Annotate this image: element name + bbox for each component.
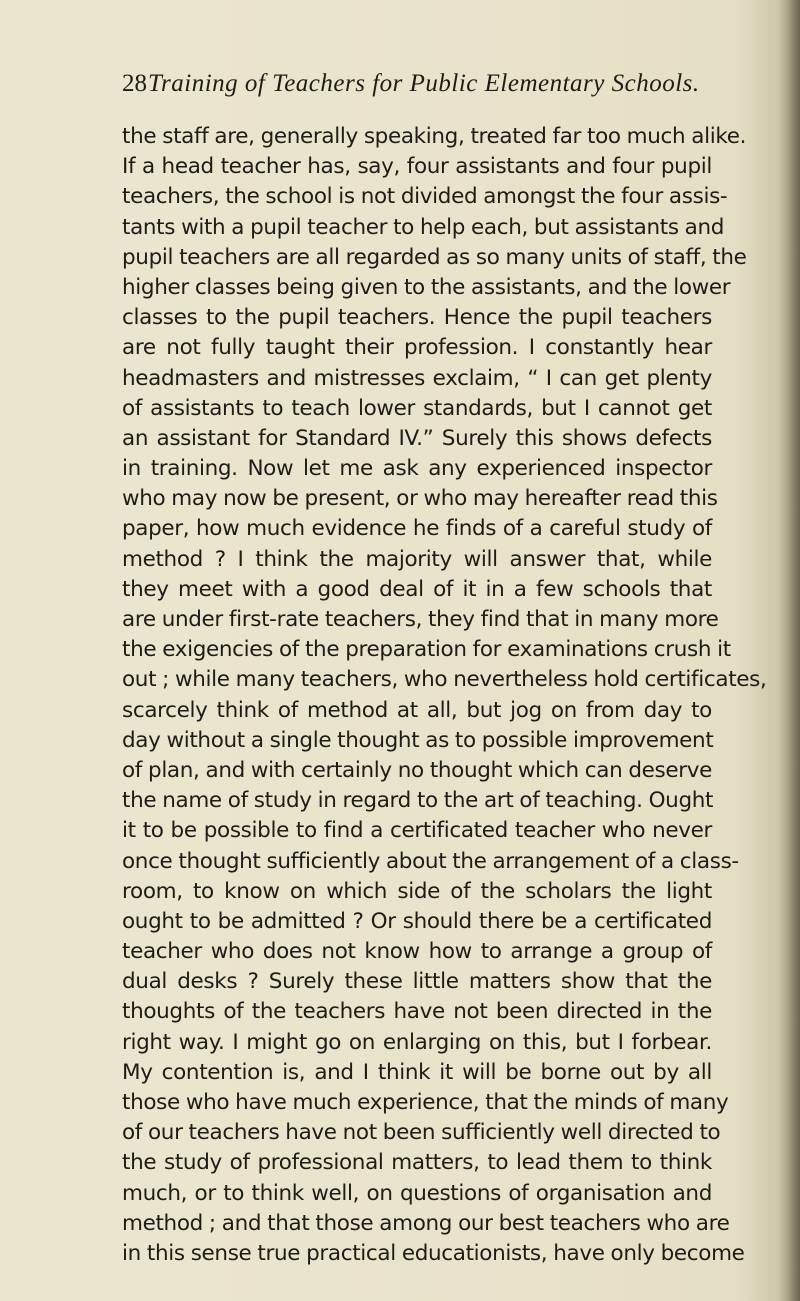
- text-line: teacher who does not know how to arrange a group of: [122, 939, 712, 965]
- text-line: headmasters and mistresses exclaim, “ I can get plenty: [122, 365, 712, 391]
- running-title: Training of Teachers for Public Elementary Schools.: [148, 70, 700, 97]
- text-line: day without a single thought as to possible improvement: [122, 727, 714, 753]
- text-line: paper, how much evidence he finds of a careful study of: [122, 516, 712, 542]
- text-line: the study of professional matters, to lead them to think: [122, 1150, 712, 1176]
- text-line: the staff are, generally speaking, treated far too much alike.: [122, 124, 747, 149]
- text-line: dual desks ? Surely these little matters show that the: [122, 969, 712, 995]
- text-line: the exigencies of the preparation for examinations crush it: [122, 637, 731, 663]
- text-line: those who have much experience, that the minds of many: [122, 1090, 729, 1115]
- text-line: an assistant for Standard IV.” Surely this shows defects: [122, 425, 712, 451]
- text-line: tants with a pupil teacher to help each, but assistants and: [122, 214, 725, 240]
- text-line: are not fully taught their profession. I constantly hear: [122, 335, 712, 361]
- text-line: of our teachers have not been sufficiently well directed to: [122, 1120, 721, 1146]
- text-line: much, or to think well, on questions of organisation and: [122, 1180, 712, 1206]
- text-line: scarcely think of method at all, but jog on from day to: [122, 697, 712, 723]
- text-line: If a head teacher has, say, four assistants and four pupil: [122, 154, 712, 180]
- page-edge-shadow: [778, 0, 800, 1301]
- text-line: of plan, and with certainly no thought which can deserve: [122, 757, 712, 783]
- text-line: teachers, the school is not divided amongst the four assis-: [122, 184, 728, 210]
- text-line: the name of study in regard to the art of teaching. Ought: [122, 788, 714, 814]
- text-line: My contention is, and I think it will be borne out by all: [122, 1059, 712, 1085]
- text-line: higher classes being given to the assistants, and the lower: [122, 274, 731, 300]
- text-line: classes to the pupil teachers. Hence the pupil teachers: [122, 305, 712, 331]
- running-header: [122, 70, 712, 106]
- body-text: [122, 122, 767, 1269]
- text-line: right way. I might go on enlarging on this, but I forbear.: [122, 1029, 712, 1055]
- text-line: method ; and that those among our best teachers who are: [122, 1210, 730, 1236]
- text-line: it to be possible to find a certificated teacher who never: [122, 818, 712, 844]
- text-line: in training. Now let me ask any experienced inspector: [122, 456, 712, 482]
- text-line: pupil teachers are all regarded as so many units of staff, the: [122, 244, 747, 270]
- text-line: room, to know on which side of the scholars the light: [122, 878, 712, 904]
- page-number: 28: [122, 70, 147, 97]
- text-line: method ? I think the majority will answer that, while: [122, 546, 712, 572]
- text-line: they meet with a good deal of it in a few schools that: [122, 576, 712, 602]
- text-line: in this sense true practical educationists, have only become: [122, 1240, 745, 1266]
- text-line: of assistants to teach lower standards, but I cannot get: [122, 395, 712, 421]
- text-line: thoughts of the teachers have not been directed in the: [122, 999, 712, 1025]
- text-line: once thought sufficiently about the arrangement of a class-: [122, 848, 739, 874]
- text-line: are under first-rate teachers, they find that in many more: [122, 607, 719, 632]
- text-line: out ; while many teachers, who nevertheless hold certificates,: [122, 667, 767, 693]
- text-line: ought to be admitted ? Or should there be a certificated: [122, 908, 712, 934]
- text-line: who may now be present, or who may hereafter read this: [122, 486, 718, 512]
